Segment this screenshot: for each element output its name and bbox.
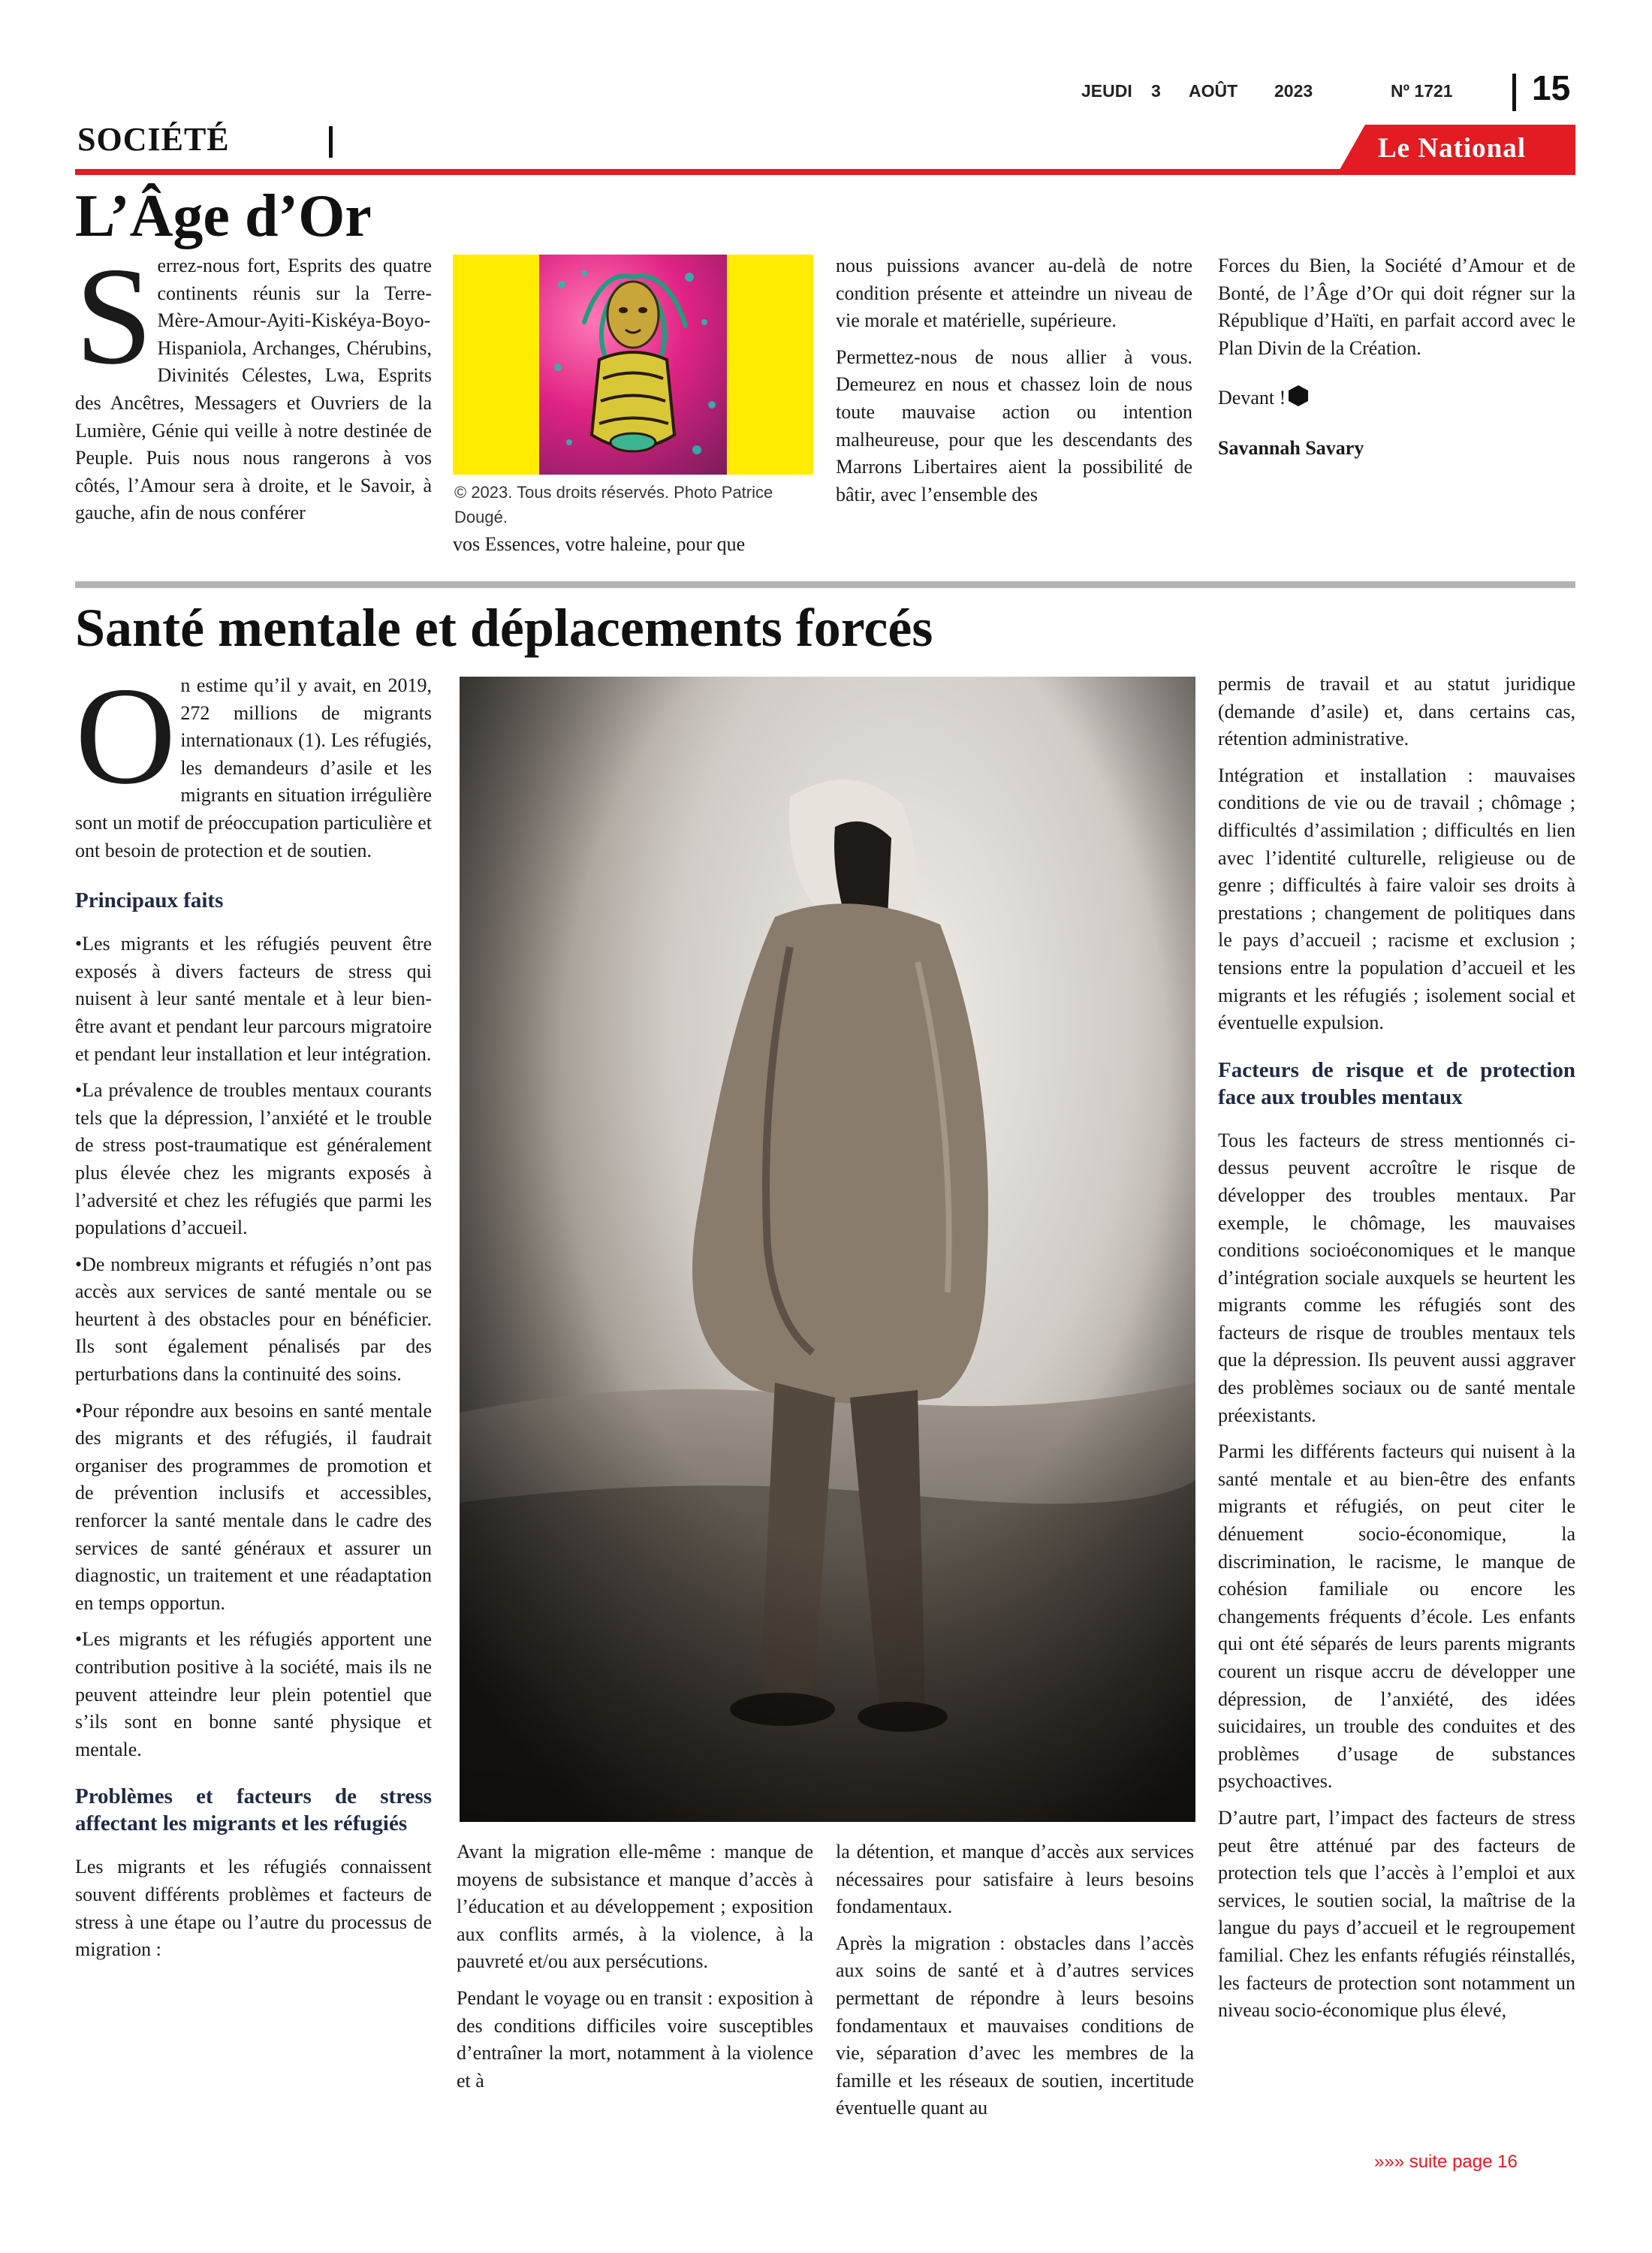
hooded-person-illustration: [460, 677, 1195, 1822]
fact-bullet-4: •Pour répondre aux besoins en santé mentale des migrants et des réfugiés, il faudrait organiser des programmes de promotion et de prévention inclusifs et accessibles, renforcer la santé mentale dans le cadre des services de santé généraux et assurer un diagnostic, un traitement et une réadaptation en temps opportun.: [75, 1399, 432, 1614]
fact-bullet-5: •Les migrants et les réfugiés apportent une contribution positive à la société, mais ils ne peuvent atteindre leur plein potentiel que s’ils sont en bonne santé physique et mentale.: [75, 1628, 432, 1760]
article1-paragraph-2: vos Essences, votre haleine, pour que: [453, 533, 746, 555]
end-mark-icon: [1287, 385, 1310, 407]
article2-pendant-voyage: Pendant le voyage ou en transit : exposition à des conditions difficiles voire susceptibles d’entraîner la mort, notamment à la violence et à: [457, 1986, 813, 2092]
article2-avant-migration: Avant la migration elle-même : manque de moyens de subsistance et manque d’accès à l’éducation et au développement ; exposition aux conflits armés, à la violence, à la pauvreté et/ou aux persécutions.: [457, 1841, 813, 1973]
subhead-facteurs-risque: Facteurs de risque et de protection face aux troubles mentaux: [1218, 1057, 1575, 1109]
article-title-age-dor: L’Âge d’Or: [75, 183, 372, 249]
artwork-figure-illustration: [539, 255, 727, 475]
article2-column-3: [836, 1838, 1194, 2131]
article1-signature: Savannah Savary: [1218, 436, 1364, 459]
hooded-person-photo: [460, 677, 1195, 1822]
article2-enfants-migrants: Parmi les différents facteurs qui nuisent à la santé mentale et au bien-être des enfants migrants et réfugiés, on peut citer le dénuement socio-économique, la discrimination, le racisme, le manque de cohésion familiale ou encore les changements fréquents d’école. Les enfants qui ont été séparés de leurs parents migrants courent un risque accru de développer une dépression, de l’anxiété, des idées suicidaires, un trouble des conduites et des problèmes d’usage de substances psychoactives.: [1218, 1440, 1575, 1793]
article2-facteurs-protection: D’autre part, l’impact des facteurs de stress peut être atténué par des facteurs de protection tels que l’accès à l’emploi et aux services, le soutien social, la maîtrise de la langue du pays d’accueil et le regroupement familial. Chez les enfants réfugiés réinstallés, les facteurs de protection sont notamment un niveau socio-économique plus élevé,: [1218, 1806, 1575, 2022]
section-label: SOCIÉTÉ: [77, 121, 230, 158]
article1-column-3: [836, 252, 1192, 517]
article2-apres-migration: Après la migration : obstacles dans l’accès aux soins de santé et à d’autres services permettant de répondre à leurs besoins fondamentaux et mauvaises conditions de vie, séparation d’avec les membres de la famille et les réseaux de soutien, incertitude éventuelle quant au: [836, 1932, 1194, 2119]
article1-column-1: [75, 239, 432, 527]
header-date-number: 3: [1151, 81, 1161, 101]
article-separator-rule: [75, 581, 1575, 588]
artwork-caption: © 2023. Tous droits réservés. Photo Patrice Dougé.: [454, 483, 773, 526]
artwork-image: [539, 255, 727, 475]
article1-paragraph-5: Forces du Bien, la Société d’Amour et de Bonté, de l’Âge d’Or qui doit régner sur la République d’Haïti, en parfait accord avec le Plan Divin de la Création.: [1218, 255, 1575, 359]
fact-bullet-1: •Les migrants et les réfugiés peuvent être exposés à divers facteurs de stress qui nuisent à leur santé mentale et à leur bien-être avant et pendant leur parcours migratoire et pendant leur installation et leur intégration.: [75, 933, 432, 1065]
article2-column-1: [75, 659, 432, 1973]
article1-paragraph-4: Permettez-nous de nous allier à vous. Demeurez en nous et chassez loin de nous toute mauvaise action ou intention malheureuse, pour que les descendants des Marrons Libertaires aient la possibilité de bâtir, avec l’ensemble des: [836, 345, 1192, 505]
article2-detention: la détention, et manque d’accès aux services nécessaires pour satisfaire à leurs besoins fondamentaux.: [836, 1841, 1194, 1918]
page-number: 15: [1532, 68, 1571, 107]
continued-on-page-link[interactable]: »»» suite page 16: [1374, 2152, 1518, 2172]
subhead-principaux-faits: Principaux faits: [75, 888, 224, 913]
article1-paragraph-1: errez-nous fort, Esprits des quatre continents réunis sur la Terre-Mère-Amour-Ayiti-Kiskéya-Boyo-Hispaniola, Archanges, Chérubins, Divinités Célestes, Lwa, Esprits des Ancêtres, Messagers et Ouvriers de la Lumière, Génie qui veille à notre destinée de Peuple. Puis nous nous rangerons à vos côtés, l’Amour sera à droite, et le Savoir, à gauche, afin de nous conférer: [75, 255, 432, 524]
article2-integration: Intégration et installation : mauvaises conditions de vie ou de travail ; chômage ; difficultés d’assimilation ; difficultés en lien avec l’identité culturelle, religieuse ou de genre ; difficultés à faire valoir ses droits à prestations ; changement de politiques dans le pays d’accueil ; racisme et exclusion ; tensions entre la population d’accueil et les migrants et les réfugiés ; isolement social et éventuelle expulsion.: [1218, 764, 1575, 1034]
article1-paragraph-3: nous puissions avancer au-delà de notre condition présente et atteindre un niveau de vie morale et matérielle, supérieure.: [836, 255, 1192, 332]
dropcap-s: S: [75, 239, 153, 394]
paper-name: Le National: [1378, 133, 1527, 164]
article-title-sante-mentale: Santé mentale et déplacements forcés: [75, 598, 933, 658]
header-year: 2023: [1274, 81, 1313, 101]
article2-column-4: [1218, 671, 1575, 2034]
header-divider: [1512, 74, 1516, 111]
dropcap-o: O: [75, 659, 176, 813]
fact-bullet-3: •De nombreux migrants et réfugiés n’ont pas accès aux services de santé mentale ou se heurtent à des obstacles pour en bénéficier. Ils sont également pénalisés par des perturbations dans la continuité des soins.: [75, 1253, 432, 1386]
article1-closing-line: [1218, 385, 1575, 412]
article2-facteurs-stress: Tous les facteurs de stress mentionnés ci-dessus peuvent accroître le risque de développer des troubles mentaux. Par exemple, le chômage, les mauvaises conditions socioéconomiques et le manque d’intégration sociale auxquels se heurtent les migrants comme les réfugiés sont des facteurs de risque de troubles mentaux tels que la dépression. Ils peuvent aussi aggraver des problèmes sociaux ou de santé mentale préexistants.: [1218, 1129, 1575, 1426]
article1-column-2: [453, 531, 813, 559]
article2-column-2: [457, 1838, 813, 2104]
header-month: AOÛT: [1189, 81, 1238, 101]
article2-paragraph-stress: Les migrants et les réfugiés connaissent souvent différents problèmes et facteurs de stress à une étape ou l’autre du processus de migration :: [75, 1856, 432, 1961]
subhead-problemes-facteurs: Problèmes et facteurs de stress affectant les migrants et les réfugiés: [75, 1784, 432, 1836]
fact-bullet-2: •La prévalence de troubles mentaux courants tels que la dépression, l’anxiété et le trouble de stress post-traumatique est généralement plus élevée chez les migrants exposés à l’adversité et chez les réfugiés que parmi les populations d’accueil.: [75, 1079, 432, 1239]
article2-intro: n estime qu’il y avait, en 2019, 272 millions de migrants internationaux (1). Les réfugiés, les demandeurs d’asile et les migrants en situation irrégulière sont un motif de préoccupation particulière et ont besoin de protection et de soutien.: [75, 674, 432, 861]
article1-closing-text: Devant !: [1218, 387, 1286, 409]
header-day: JEUDI: [1081, 81, 1132, 101]
header-issue-number: Nº 1721: [1391, 81, 1453, 101]
section-divider: [329, 126, 333, 158]
article2-permis-travail: permis de travail et au statut juridique (demande d’asile) et, dans certains cas, rétention administrative.: [1218, 673, 1575, 750]
article1-column-4: [1218, 252, 1575, 472]
